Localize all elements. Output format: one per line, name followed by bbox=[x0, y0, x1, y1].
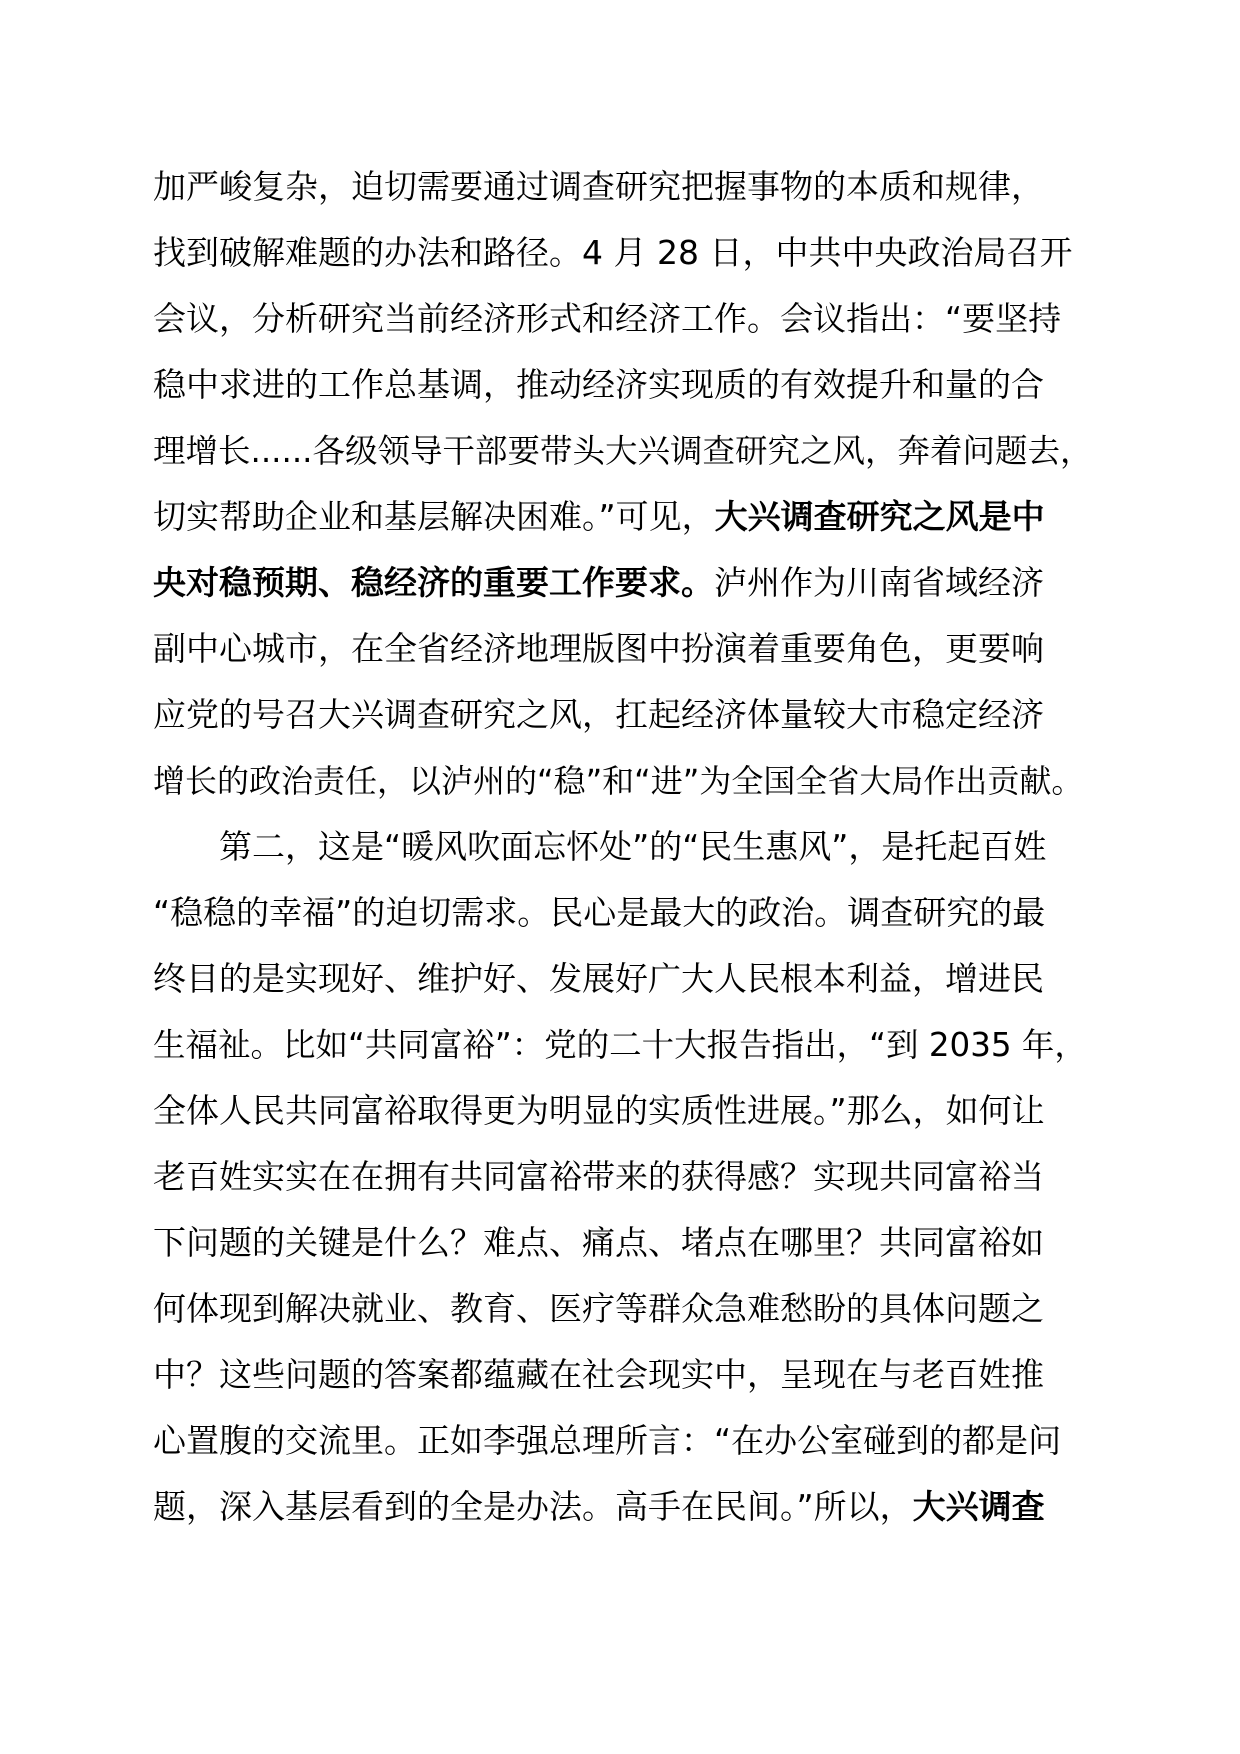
text-line: 稳中求进的工作总基调，推动经济实现质的有效提升和量的合 bbox=[153, 365, 1044, 404]
text-line bbox=[153, 563, 1044, 603]
text-line: 找到破解难题的办法和路径。4 月 28 日，中共中央政治局召开 bbox=[153, 233, 1073, 272]
text-span: 泸州作为川南省域经济 bbox=[714, 563, 1044, 602]
text-line: 中？这些问题的答案都蕴藏在社会现实中，呈现在与老百姓推 bbox=[153, 1355, 1044, 1394]
text-line: “稳稳的幸福”的迫切需求。民心是最大的政治。调查研究的最 bbox=[153, 893, 1046, 932]
text-line: 加严峻复杂，迫切需要通过调查研究把握事物的本质和规律， bbox=[153, 167, 1044, 206]
bold-emphasis: 大兴调查 bbox=[912, 1487, 1045, 1526]
text-span: 切实帮助企业和基层解决困难。”可见， bbox=[153, 497, 715, 536]
text-line: 下问题的关键是什么？难点、痛点、堵点在哪里？共同富裕如 bbox=[153, 1223, 1044, 1262]
text-span: 题，深入基层看到的全是办法。高手在民间。”所以， bbox=[153, 1487, 913, 1526]
text-line: 终目的是实现好、维护好、发展好广大人民根本利益，增进民 bbox=[153, 959, 1044, 998]
bold-emphasis: 大兴调查研究之风是中 bbox=[714, 497, 1045, 536]
text-line: 副中心城市，在全省经济地理版图中扮演着重要角色，更要响 bbox=[153, 629, 1044, 668]
text-line: 何体现到解决就业、教育、医疗等群众急难愁盼的具体问题之 bbox=[153, 1289, 1044, 1328]
text-line: 增长的政治责任，以泸州的“稳”和“进”为全国全省大局作出贡献。 bbox=[153, 762, 1084, 800]
text-line bbox=[153, 497, 1045, 537]
text-line: 心置腹的交流里。正如李强总理所言：“在办公室碰到的都是问 bbox=[153, 1421, 1062, 1460]
text-line: 全体人民共同富裕取得更为明显的实质性进展。”那么，如何让 bbox=[153, 1091, 1045, 1130]
text-line: 生福祉。比如“共同富裕”：党的二十大报告指出，“到 2035 年， bbox=[153, 1026, 1087, 1064]
text-line: 第二，这是“暖风吹面忘怀处”的“民生惠风”，是托起百姓 bbox=[219, 827, 1047, 866]
document-page bbox=[153, 0, 1093, 1754]
text-line: 理增长......各级领导干部要带头大兴调查研究之风，奔着问题去， bbox=[153, 432, 1093, 470]
text-line: 老百姓实实在在拥有共同富裕带来的获得感？实现共同富裕当 bbox=[153, 1157, 1044, 1196]
text-line bbox=[153, 1487, 1045, 1527]
text-line: 会议，分析研究当前经济形式和经济工作。会议指出：“要坚持 bbox=[153, 299, 1062, 338]
text-line: 应党的号召大兴调查研究之风，扛起经济体量较大市稳定经济 bbox=[153, 695, 1044, 734]
bold-emphasis: 央对稳预期、稳经济的重要工作要求。 bbox=[153, 563, 714, 602]
